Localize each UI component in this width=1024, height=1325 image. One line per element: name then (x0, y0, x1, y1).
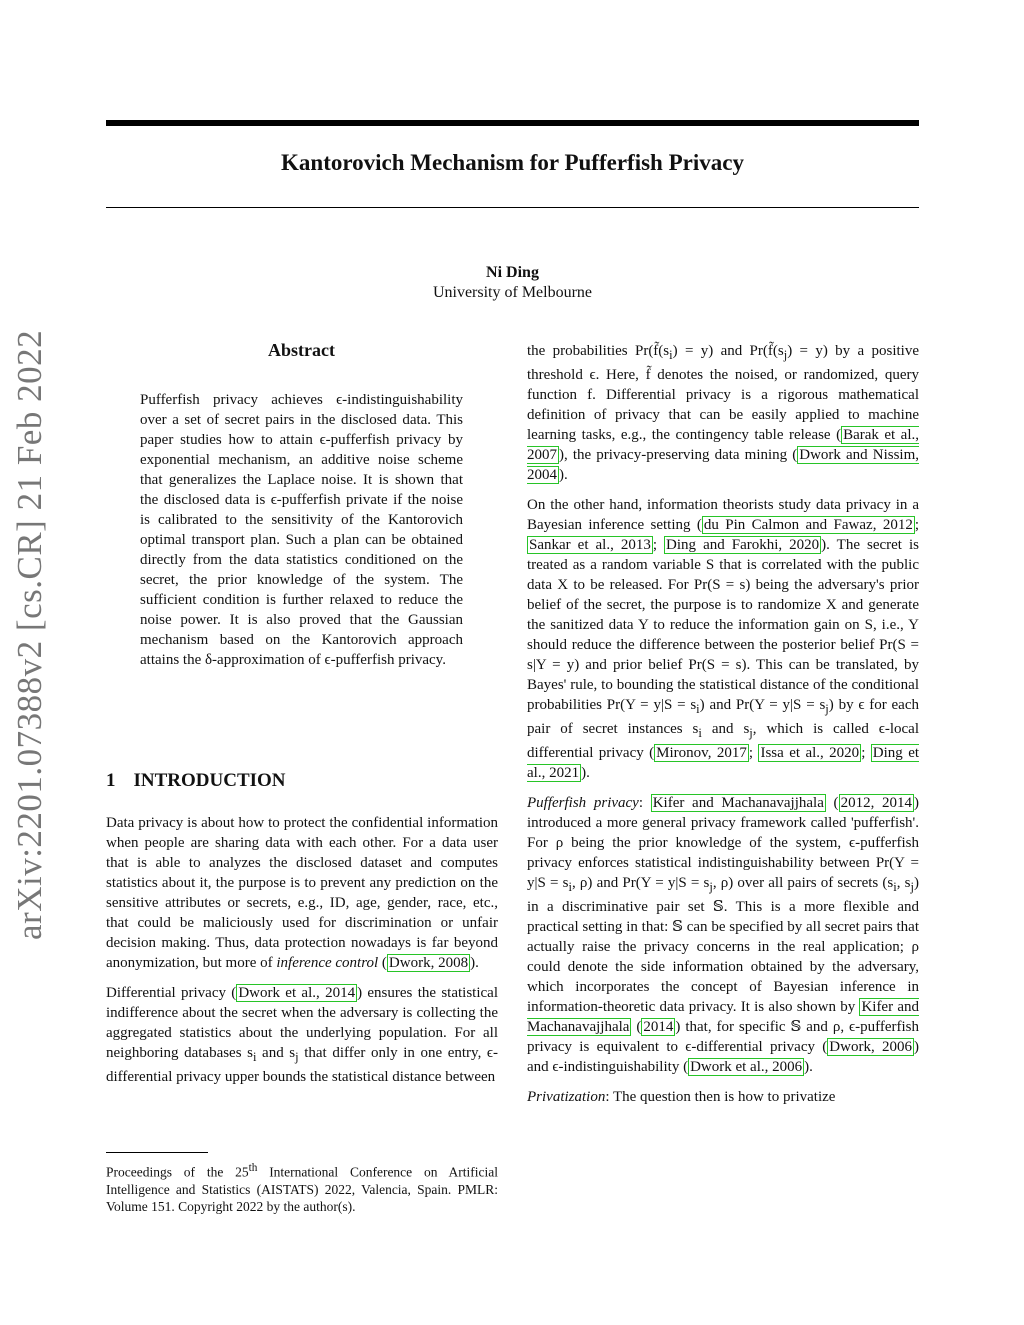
citation-link[interactable]: Kifer and Machanavajjhala (527, 999, 919, 1035)
right-paragraph-2: On the other hand, information theorists study data privacy in a Bayesian inference setting ( du Pin Calmon and Fawaz, 2012 ; Sankar et al., 2013 ; Ding and Farokhi, 2020 ). The secret is treated as a random variable S that is correlated with the public data X to be released. For Pr(S = s) being the adversary's prior belief of the secret, the purpose is to randomize X and generate the sanitized data Y to reduce the information gain on S, i.e., Y should reduce the difference between the posterior belief Pr(S = s|Y = y) and prior belief Pr(S = s). This can be translated, by Bayes' rule, to bounding the statistical distance of the conditional probabilities $Pr(Y = y|S = s_i)$ and $Pr(Y = y|S = s_j)$ by ϵ for each pair of secret instances $s_i$ and $s_j$, which is called ϵ-local differential privacy ( Mironov, 2017 ; Issa et al., 2020 ; Ding et al., 2021 ). (527, 497, 920, 781)
section-number: 1 (106, 770, 116, 791)
author-affiliation: University of Melbourne (432, 284, 593, 301)
right-column-body (527, 341, 919, 1117)
intro-paragraph-2: Differential privacy ( Dwork et al., 2014 ) ensures the statistical indifference about the secret when the adversary is collecting the aggregated statistics about the underlying population. For all neighboring databases $s_i$ and $s_j$ that differ only in one entry, ϵ-differential privacy upper bounds the statistical distance between (106, 985, 498, 1085)
citation-link[interactable]: Sankar et al., 2013 (529, 537, 651, 553)
abstract-text: Pufferfish privacy achieves ϵ-indistinguishability over a set of secret pairs in the disclosed data. This paper studies how to attain ϵ-pufferfish privacy by exponential mechanism, an additive noise scheme that generalizes the Laplace noise. It is shown that the disclosed data is ϵ-pufferfish private if the noise is calibrated to the sensitivity of the Kantorovich optimal transport plan. Such a plan can be obtained directly from the data statistics conditioned on the secret, the prior knowledge of the system. The sufficient condition is further relaxed to reduce the noise power. It is also proved that the Gaussian mechanism based on the Kantorovich approach attains the δ-approximation of ϵ-pufferfish privacy. (140, 392, 463, 668)
citation-link[interactable]: Issa et al., 2020 (760, 745, 860, 761)
citation-link[interactable]: Ding and Farokhi, 2020 (666, 537, 820, 553)
citation-link[interactable]: 2012, 2014 (840, 795, 913, 811)
paper-title: Kantorovich Mechanism for Pufferfish Privacy (281, 150, 744, 175)
author-name: Ni Ding (486, 264, 539, 281)
arxiv-identifier: arXiv:2201.07388v2 [cs.CR] 21 Feb 2022 (10, 329, 49, 940)
footnote-rule (106, 1152, 208, 1153)
citation-link[interactable]: Dwork et al., 2006 (690, 1059, 803, 1075)
intro-paragraph-1: Data privacy is about how to protect the confidential information when people are sharing data with each other. For a data user that is able to analyzes the disclosed dataset and computes statistics about it, the purpose is to prevent any prediction on the sensitive attributes or secrets, e.g., ID, age, gender, race, etc., that could be maliciously used for discrimination or unfair decision making. Thus, data protection nowadays is far beyond anonymization, but more of inference control ( Dwork, 2008 ). (106, 815, 498, 971)
citation-link[interactable]: du Pin Calmon and Fawaz, 2012 (703, 517, 913, 533)
section-heading (106, 770, 304, 792)
citation-link[interactable]: Barak et al., 2007 (527, 427, 920, 463)
citation-link[interactable]: 2014 (643, 1019, 674, 1035)
citation-link[interactable]: Dwork, 2008 (388, 955, 469, 971)
citation-link[interactable]: Mironov, 2017 (656, 745, 747, 761)
right-paragraph-3: Pufferfish privacy: Kifer and Machanavajjhala ( 2012, 2014 ) introduced a more general privacy framework called 'pufferfish'. For ρ being the prior knowledge of the system, ϵ-pufferfish privacy enforces statistical indistinguishability between $Pr(Y = y|S = s_i$, ρ) and $Pr(Y = y|S = s_j$, ρ) over all pairs of secrets ($s_i$, $s_j$) in a discriminative pair set 𝕊. This is a more flexible and practical setting in that: 𝕊 can be specified by all secret pairs that actually raise the privacy concerns in the real application; ρ could denote the side information obtained by the adversary, which incorporates the concept of Bayesian inference in information-theoretic data privacy. It is also shown by Kifer and Machanavajjhala ( 2014 ) that, for specific 𝕊 and ρ, ϵ-pufferfish privacy is equivalent to ϵ-differential privacy ( Dwork, 2006 ) and ϵ-indistinguishability ( Dwork et al., 2006 ). (527, 795, 920, 1075)
title-rule-top (106, 120, 919, 126)
citation-link[interactable]: Dwork and Nissim, 2004 (527, 447, 919, 483)
right-paragraph-4: Privatization: The question then is how to privatize (527, 1089, 836, 1105)
left-column-body (106, 813, 498, 1097)
citation-link[interactable]: Ding et al., 2021 (527, 745, 920, 781)
abstract-heading: Abstract (268, 340, 335, 360)
citation-link[interactable]: Kifer and Machanavajjhala (652, 795, 824, 811)
footnote: Proceedings of the 25th International Conference on Artificial Intelligence and Statistics (AISTATS) 2022, Valencia, Spain. PMLR: Volume 151. Copyright 2022 by the author(s). (106, 1162, 498, 1214)
citation-link[interactable]: Dwork et al., 2014 (238, 985, 356, 1001)
section-title: INTRODUCTION (133, 770, 286, 791)
right-paragraph-1: the probabilities $Pr(f̃(s_i) = y)$ and $Pr(f̃(s_j) = y)$ by a positive threshold ϵ. Here, f̃ denotes the noised, or randomized, query function f. Differential privacy is a rigorous mathematical definition of privacy that can be easily applied to machine learning tasks, e.g., the contingency table release ( Barak et al., 2007 ), the privacy-preserving data mining ( Dwork and Nissim, 2004 ). (527, 343, 920, 483)
title-rule-bottom (106, 207, 919, 208)
citation-link[interactable]: Dwork, 2006 (829, 1039, 912, 1055)
